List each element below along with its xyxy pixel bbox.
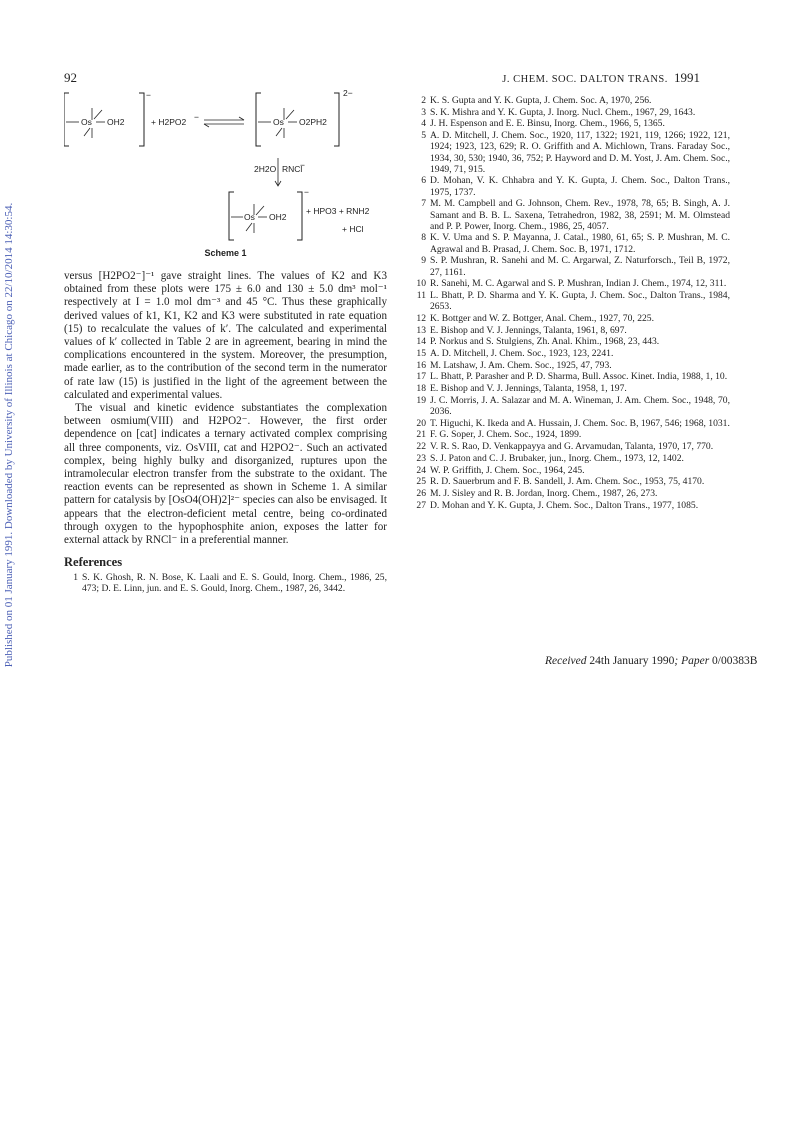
- journal-year: 1991: [674, 70, 700, 85]
- svg-text:OH2: OH2: [269, 212, 287, 222]
- reference-item: 17 L. Bhatt, P. Parasher and P. D. Sharma, Bull. Assoc. Kinet. India, 1988, 1, 10.: [416, 371, 728, 383]
- reference-item: 4 J. H. Espenson and E. E. Binsu, Inorg. Chem., 1966, 5, 1365.: [421, 118, 665, 130]
- reference-item: 21 F. G. Soper, J. Chem. Soc., 1924, 1899.: [416, 429, 582, 441]
- running-head: [502, 70, 700, 86]
- svg-text:−: −: [304, 187, 309, 197]
- reference-item: 19 J. C. Morris, J. A. Salazar and M. A. Wineman, J. Am. Chem. Soc., 1948, 70, 2036.: [416, 394, 730, 417]
- reference-item: 9 S. P. Mushran, R. Sanehi and M. C. Argarwal, Z. Naturforsch., Teil B, 1972, 27, 1161.: [421, 255, 730, 278]
- download-watermark: [2, 175, 16, 695]
- body-paragraph-2: The visual and kinetic evidence substantiates the complexation between osmium(VIII) and H2PO2⁻. However, the first order dependence on [cat] indicates a ternary activated complex comprising all three components, viz. OsVIII, cat and H2PO2⁻. Such an activated complex, being highly bulky and disorganized, ruptures upon the intramolecular electron transfer from the substrate to the oxidant. The reaction events can be represented as shown in Scheme 1. A similar pattern for catalysis by [OsO4(OH)2]²⁻ species can also be envisaged. It appears that the electron-deficient metal centre, being co-ordinated through oxygen to the hypophosphite anion, exposes the latter for external attack by RNCl⁻ in a preferential manner.: [64, 402, 387, 547]
- download-watermark-text[interactable]: Published on 01 January 1991. Downloaded by University of Illinois at Chicago on 22/10/2014 14:30:54.: [3, 202, 15, 668]
- svg-text:RNCl: RNCl: [282, 164, 303, 174]
- reference-item: 6 D. Mohan, V. K. Chhabra and Y. K. Gupta, J. Chem. Soc., Dalton Trans., 1975, 1737.: [421, 175, 730, 198]
- scheme-1: [64, 88, 387, 266]
- journal-name: J. CHEM. SOC. DALTON TRANS.: [502, 74, 668, 85]
- body-paragraph-1: versus [H2PO2⁻]⁻¹ gave straight lines. The values of K2 and K3 obtained from these plots were 175 ± 6.0 and 130 ± 5.0 dm³ mol⁻¹ respectively at I = 1.0 mol dm⁻³ and 45 °C. Thus these graphically derived values of k1, K1, K2 and K3 were substituted in rate equation (15) to recalculate the values of k′. The calculated and experimental values of k′ collected in Table 2 are in agreement, bearing in mind the complications encountered in the system. Moreover, the presumption, made earlier, as to the contribution of the second term in the numerator of rate law (15) is justified in the light of the agreement between the calculated and experimental values.: [64, 270, 387, 401]
- reference-item: 25 R. D. Sauerbrum and F. B. Sandell, J. Am. Chem. Soc., 1953, 75, 4170.: [416, 476, 705, 488]
- reference-item: 24 W. P. Griffith, J. Chem. Soc., 1964, 245.: [416, 464, 585, 476]
- reference-item: 18 E. Bishop and V. J. Jennings, Talanta, 1958, 1, 197.: [416, 383, 627, 395]
- complex-products: [229, 187, 370, 240]
- reference-item: 15 A. D. Mitchell, J. Chem. Soc., 1923, 123, 2241.: [416, 347, 614, 359]
- reference-item: 10 R. Sanehi, M. C. Agarwal and S. P. Mushran, Indian J. Chem., 1974, 12, 311.: [416, 278, 727, 290]
- svg-text:2−: 2−: [343, 88, 353, 98]
- reference-item: 3 S. K. Mishra and Y. K. Gupta, J. Inorg. Nucl. Chem., 1967, 29, 1643.: [421, 106, 696, 118]
- page-number: 92: [64, 70, 77, 85]
- reference-item: 11 L. Bhatt, P. D. Sharma and Y. K. Gupta, J. Chem. Soc., Dalton Trans., 1984, 2653.: [416, 289, 730, 313]
- svg-text:−: −: [146, 90, 151, 100]
- reference-item: 23 S. J. Paton and C. J. Brubaker, jun., Inorg. Chem., 1973, 12, 1402.: [416, 452, 684, 464]
- scheme-hypophosphite: + H2PO2: [151, 117, 187, 127]
- reference-item: 1 S. K. Ghosh, R. N. Bose, K. Laali and E. S. Gould, Inorg. Chem., 1986, 25, 473; D. E. Linn, jun. and E. S. Gould, Inorg. Chem., 1987, 26, 3442.: [73, 572, 387, 595]
- svg-text:O2PH2: O2PH2: [299, 117, 327, 127]
- svg-text:Os: Os: [81, 117, 92, 127]
- svg-text:+ HCl: + HCl: [342, 224, 364, 234]
- svg-text:−: −: [300, 160, 305, 170]
- references-heading: References: [64, 555, 123, 570]
- svg-text:Os: Os: [244, 212, 255, 222]
- reference-item: 22 V. R. S. Rao, D. Venkappayya and G. Arvamudan, Talanta, 1970, 17, 770.: [416, 441, 714, 453]
- svg-text:2H2O: 2H2O: [254, 164, 277, 174]
- reference-item: 16 M. Latshaw, J. Am. Chem. Soc., 1925, 47, 793.: [416, 359, 612, 371]
- received-line: Received 24th January 1990; Paper 0/00383B: [545, 655, 758, 667]
- reference-item: 5 A. D. Mitchell, J. Chem. Soc., 1920, 117, 1322; 1921, 119, 1266; 1922, 121, 1924; 1923, 123, 629; R. O. Griffith and A. Michlown, Trans. Faraday Soc., 1934, 30, 530; 1940, 36, 752; P. Hayword and D. M. Yost, J. Am. Chem. Soc., 1949, 71, 915.: [421, 130, 730, 175]
- complex-os-oh2: [64, 90, 151, 146]
- reference-item: 13 E. Bishop and V. J. Jennings, Talanta, 1961, 8, 697.: [416, 324, 627, 336]
- left-column: [64, 270, 387, 595]
- equilibrium-arrow: [204, 117, 244, 127]
- svg-text:Os: Os: [273, 117, 284, 127]
- reference-item: 7 M. M. Campbell and G. Johnson, Chem. Rev., 1978, 78, 65; B. Singh, A. J. Samant and B. B. L. Saxena, Tetrahedron, 1982, 38, 2591; M. M. Olmstead and P. P. Power, Inorg. Chem., 1986, 25, 4057.: [421, 198, 730, 232]
- complex-os-o2ph2: [256, 88, 353, 146]
- reference-item: 14 P. Norkus and S. Stulgiens, Zh. Anal. Khim., 1968, 23, 443.: [416, 336, 660, 348]
- reference-item: 2 K. S. Gupta and Y. K. Gupta, J. Chem. Soc. A, 1970, 256.: [421, 95, 652, 106]
- reaction-arrow: [254, 158, 305, 186]
- right-column: [412, 95, 730, 511]
- svg-text:−: −: [194, 112, 199, 122]
- svg-text:OH2: OH2: [107, 117, 125, 127]
- reference-item: 20 T. Higuchi, K. Ikeda and A. Hussain, J. Chem. Soc. B, 1967, 546; 1968, 1031.: [416, 417, 730, 429]
- svg-text:+ HPO3 + RNH2: + HPO3 + RNH2: [306, 206, 370, 216]
- reference-item: 27 D. Mohan and Y. K. Gupta, J. Chem. Soc., Dalton Trans., 1977, 1085.: [416, 499, 699, 511]
- scheme-label: Scheme 1: [204, 248, 247, 258]
- scheme-1-drawing: [64, 88, 387, 248]
- reference-item: 12 K. Bottger and W. Z. Bottger, Anal. Chem., 1927, 70, 225.: [416, 312, 654, 324]
- reference-item: 8 K. V. Uma and S. P. Mayanna, J. Catal., 1980, 61, 65; S. P. Mushran, M. C. Agrawal and B. Prasad, J. Chem. Soc. B, 1971, 1712.: [421, 232, 730, 255]
- reference-item: 26 M. J. Sisley and R. B. Jordan, Inorg. Chem., 1987, 26, 273.: [416, 487, 658, 499]
